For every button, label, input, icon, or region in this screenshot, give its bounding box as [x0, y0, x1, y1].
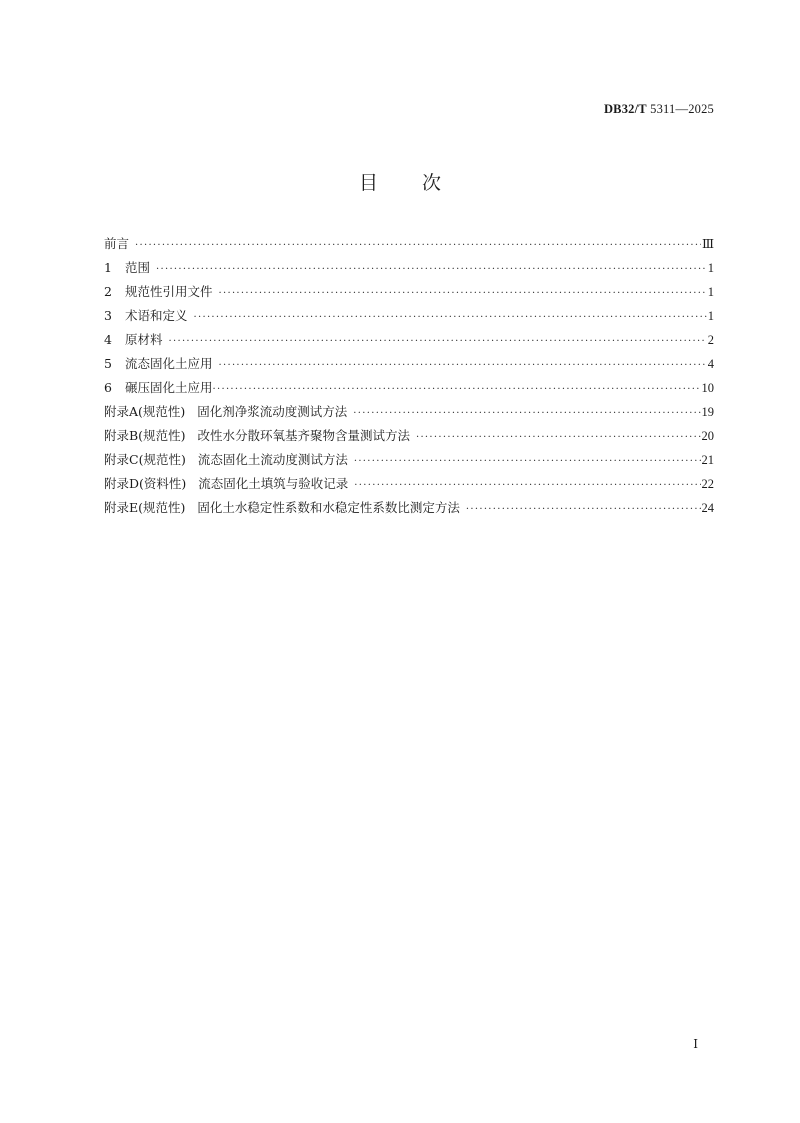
toc-entry-page: 2: [707, 333, 714, 347]
toc-annex-label: 附录B(规范性): [104, 428, 186, 443]
standard-code: [604, 102, 714, 117]
toc-entry-page: Ⅲ: [701, 237, 714, 251]
toc-leader-dots: [219, 286, 707, 302]
toc-entry-label: 术语和定义: [125, 308, 188, 323]
page-title: 目次: [358, 172, 485, 194]
toc-entry-label: 范围: [125, 260, 151, 275]
toc-entry-terms[interactable]: [104, 308, 714, 332]
toc-entry-scope[interactable]: [104, 260, 714, 284]
toc-entry-number: 1: [104, 260, 112, 275]
toc-entry-foreword[interactable]: [104, 236, 714, 260]
toc-leader-dots: [135, 238, 701, 254]
toc-leader-dots: [354, 478, 700, 494]
toc-entry-number: 5: [104, 356, 112, 371]
toc-entry-page: 22: [701, 477, 714, 491]
toc-annex-label: 附录E(规范性): [104, 500, 186, 515]
toc-leader-dots: [194, 310, 707, 326]
toc-entry-normative-references[interactable]: [104, 284, 714, 308]
toc-entry-label: 前言: [104, 236, 130, 251]
toc-entry-annex-c[interactable]: [104, 452, 714, 476]
toc-entry-page: 4: [707, 357, 714, 371]
toc-entry-page: 10: [701, 381, 714, 395]
standard-prefix: DB32/T: [603, 102, 647, 116]
toc-entry-flowable-soil[interactable]: [104, 356, 714, 380]
toc-entry-page: 1: [707, 285, 714, 299]
toc-leader-dots: [466, 502, 701, 518]
toc-entry-label: 碾压固化土应用: [125, 380, 213, 395]
toc-leader-dots: [156, 262, 707, 278]
toc-entry-page: 1: [707, 309, 714, 323]
toc-leader-dots: [169, 334, 707, 350]
standard-number: 5311—2025: [646, 102, 714, 116]
toc-leader-dots: [219, 358, 707, 374]
toc-entry-label: 固化土水稳定性系数和水稳定性系数比测定方法: [197, 500, 460, 515]
toc-entry-annex-e[interactable]: [104, 500, 714, 524]
toc-entry-annex-b[interactable]: [104, 428, 714, 452]
toc-annex-label: 附录D(资料性): [104, 476, 187, 491]
toc-annex-label: 附录C(规范性): [104, 452, 186, 467]
toc-entry-label: 固化剂净浆流动度测试方法: [197, 404, 348, 419]
toc-entry-annex-a[interactable]: [104, 404, 714, 428]
toc-entry-label: 原材料: [125, 332, 163, 347]
toc-entry-annex-d[interactable]: [104, 476, 714, 500]
toc-entry-page: 21: [701, 453, 714, 467]
toc-leader-dots: [354, 454, 701, 470]
page-number: Ⅰ: [693, 1037, 698, 1051]
toc-entry-label: 改性水分散环氧基齐聚物含量测试方法: [197, 428, 410, 443]
toc-entry-label: 规范性引用文件: [125, 284, 213, 299]
toc-entry-page: 24: [701, 501, 714, 515]
table-of-contents: [104, 236, 714, 524]
toc-entry-number: 3: [104, 308, 112, 323]
toc-entry-page: 19: [701, 405, 714, 419]
toc-entry-page: 1: [707, 261, 714, 275]
toc-entry-label: 流态固化土应用: [125, 356, 213, 371]
toc-entry-label: 流态固化土填筑与验收记录: [198, 476, 349, 491]
toc-entry-number: 4: [104, 332, 112, 347]
toc-leader-dots: [353, 406, 700, 422]
toc-entry-page: 20: [701, 429, 714, 443]
toc-entry-label: 流态固化土流动度测试方法: [197, 452, 348, 467]
toc-entry-compacted-soil[interactable]: [104, 380, 714, 404]
toc-entry-number: 2: [104, 284, 112, 299]
toc-entry-number: 6: [104, 380, 112, 395]
toc-annex-label: 附录A(规范性): [104, 404, 186, 419]
toc-entry-raw-materials[interactable]: [104, 332, 714, 356]
toc-leader-dots: [213, 382, 701, 398]
toc-leader-dots: [416, 430, 701, 446]
